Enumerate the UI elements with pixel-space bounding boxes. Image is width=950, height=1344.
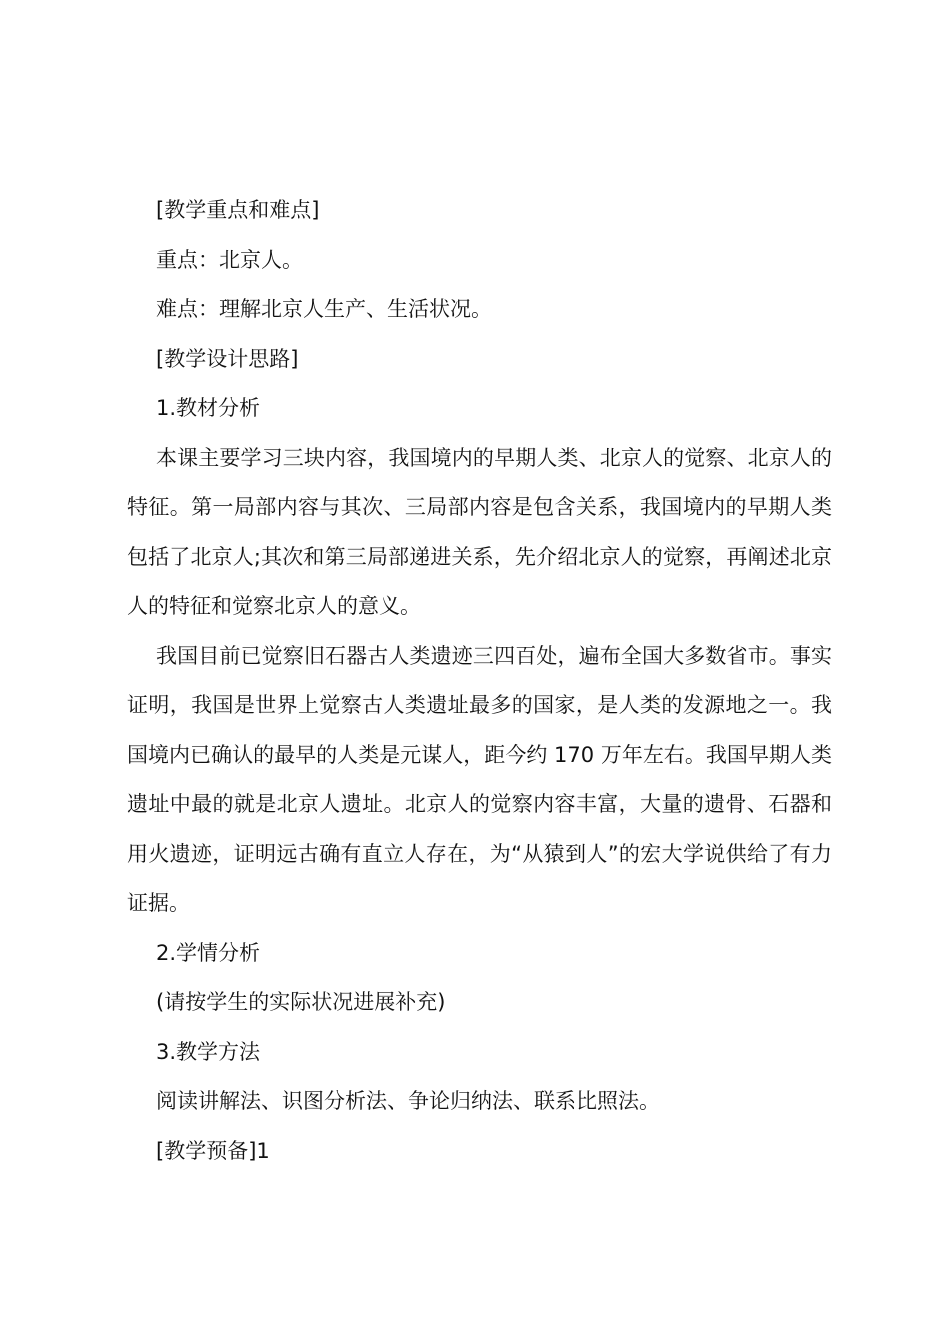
teaching-methods-text: 阅读讲解法、识图分析法、争论归纳法、联系比照法。 <box>156 1089 660 1113</box>
document-page <box>127 186 832 1176</box>
material-analysis-paragraph-1: 本课主要学习三块内容，我国境内的早期人类、北京人的觉察、北京人的特征。第一局部内容与其次、三局部内容是包含关系，我国境内的早期人类包括了北京人;其次和第三局部递进关系，先介绍北京人的觉察，再阐述北京人的特征和觉察北京人的意义。 <box>127 445 832 618</box>
subheading-teaching-methods: 3.教学方法 <box>156 1039 261 1064</box>
difficulty-text: 难点：理解北京人生产、生活状况。 <box>156 297 492 321</box>
learner-analysis-note: (请按学生的实际状况进展补充) <box>156 990 446 1014</box>
subheading-learner-analysis: 2.学情分析 <box>156 940 261 965</box>
section-heading-preparation: [教学预备]1 <box>156 1138 270 1163</box>
section-heading-design: [教学设计思路] <box>156 346 299 371</box>
material-analysis-paragraph-2: 我国目前已觉察旧石器古人类遗迹三四百处，遍布全国大多数省市。事实证明，我国是世界上觉察古人类遗址最多的国家，是人类的发源地之一。我国境内已确认的最早的人类是元谋人，距今约 170 万年左右。我国早期人类遗址中最的就是北京人遗址。北京人的觉察内容丰富，大量的遗骨、石器和用火遗迹，证明远古确有直立人存在，为“从猿到人”的宏大学说供给了有力证据。 <box>127 643 832 915</box>
section-heading-key-points: [教学重点和难点] <box>156 198 320 222</box>
subheading-material-analysis: 1.教材分析 <box>156 396 261 420</box>
key-point-text: 重点：北京人。 <box>156 247 303 272</box>
